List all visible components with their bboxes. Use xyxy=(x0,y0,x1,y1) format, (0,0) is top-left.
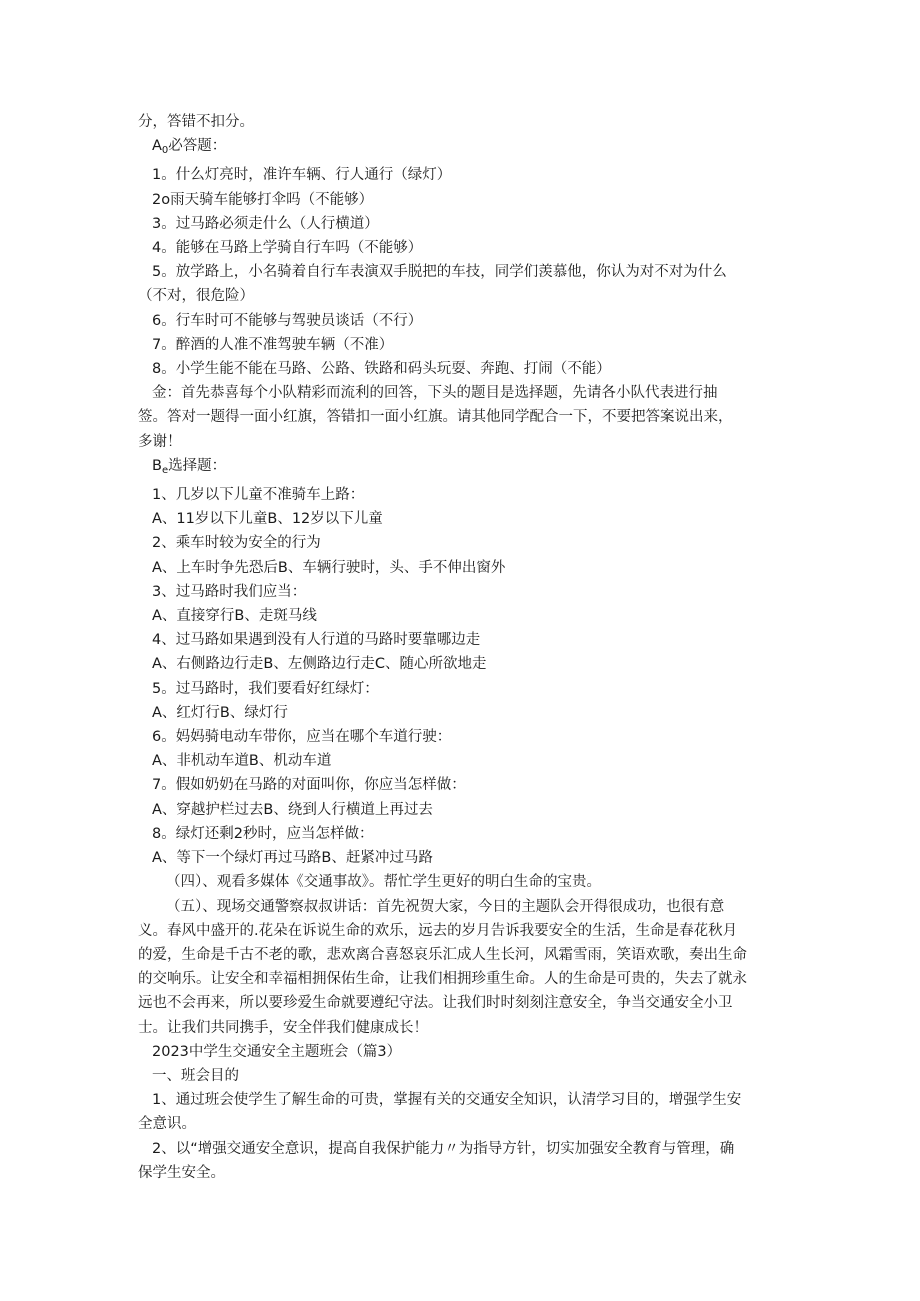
choice-options: A、直接穿行B、走斑马线 xyxy=(152,608,317,625)
choice-options: A、上车时争先恐后B、车辆行驶时，头、手不伸出窗外 xyxy=(152,559,506,576)
section-title: 2023中学生交通安全主题班会（篇3） xyxy=(152,1043,402,1060)
choice-question: 7。假如奶奶在马路的对面叫你，你应当怎样做： xyxy=(152,777,466,794)
paragraph-line: 多谢！ xyxy=(138,433,182,450)
section-four: （四）、观看多媒体《交通事故》。帮忙学生更好的明白生命的宝贵。 xyxy=(166,874,601,891)
question-line-cont: （不对，很危险） xyxy=(138,288,254,305)
paragraph-line: 1、通过班会使学生了解生命的可贵，掌握有关的交通安全知识，认清学习目的，增强学生安 xyxy=(152,1092,742,1109)
question-line: 5。放学路上，小名骑着自行车表演双手脱把的车技，同学们羡慕他，你认为对不对为什么 xyxy=(152,264,727,281)
choice-question: 6。妈妈骑电动车带你，应当在哪个车道行驶： xyxy=(152,729,452,746)
question-line: 7。醉酒的人准不准驾驶车辆（不准） xyxy=(152,336,394,353)
question-line: 1。什么灯亮时，准许车辆、行人通行（绿灯） xyxy=(152,167,452,184)
choice-options: A、非机动车道B、机动车道 xyxy=(152,753,332,770)
paragraph-line: 士。让我们共同携手，安全伴我们健康成长！ xyxy=(138,1019,428,1036)
subsection-title: 一、班会目的 xyxy=(152,1067,239,1084)
paragraph-line: 远也不会再来，所以要珍爱生命就要遵纪守法。让我们时时刻刻注意安全，争当交通安全小卫 xyxy=(138,995,733,1012)
question-line: 2o雨天骑车能够打伞吗（不能够） xyxy=(152,191,374,208)
heading-subscript: e xyxy=(161,464,169,476)
paragraph-line: 金：首先恭喜每个小队精彩而流利的回答，下头的题目是选择题，先请各小队代表进行抽 xyxy=(152,385,718,402)
heading-letter: A xyxy=(152,138,162,155)
question-line: 3。过马路必须走什么（人行横道） xyxy=(152,215,379,232)
paragraph-line: 2、以“增强交通安全意识，提高自我保护能力〃为指导方针，切实加强安全教育与管理，确 xyxy=(152,1140,735,1157)
choice-options: A、红灯行B、绿灯行 xyxy=(152,704,288,721)
choice-question: 4、过马路如果遇到没有人行道的马路时要靠哪边走 xyxy=(152,632,481,649)
heading-letter: B xyxy=(152,457,162,474)
paragraph-line: 保学生安全。 xyxy=(138,1164,225,1181)
choice-options: A、右侧路边行走B、左侧路边行走C、随心所欲地走 xyxy=(152,656,487,673)
question-line: 8。小学生能不能在马路、公路、铁路和码头玩耍、奔跑、打闹（不能） xyxy=(152,361,611,378)
choice-options: A、11岁以下儿童B、12岁以下儿童 xyxy=(152,511,383,528)
text-line: 分，答错不扣分。 xyxy=(138,114,254,130)
choice-options: A、等下一个绿灯再过马路B、赶紧冲过马路 xyxy=(152,850,433,867)
choice-question: 5。过马路时，我们要看好红绿灯： xyxy=(152,680,379,697)
choice-options: A、穿越护栏过去B、绕到人行横道上再过去 xyxy=(152,801,433,818)
section-heading-choice xyxy=(138,454,782,483)
paragraph-line: 的爱，生命是千古不老的歌，悲欢离合喜怒哀乐汇成人生长河，风霜雪雨，笑语欢歌，奏出生命 xyxy=(138,946,747,963)
heading-text: 选择题： xyxy=(168,457,227,474)
heading-text: 必答题： xyxy=(168,138,227,155)
choice-question: 8。绿灯还剩2秒时，应当怎样做： xyxy=(152,825,374,842)
paragraph-line: 全意识。 xyxy=(138,1116,196,1133)
document-page xyxy=(138,110,782,1185)
choice-question: 3、过马路时我们应当： xyxy=(152,583,307,600)
paragraph-line: （五）、现场交通警察叔叔讲话：首先祝贺大家，今日的主题队会开得很成功，也很有意 xyxy=(166,898,725,915)
section-heading-required xyxy=(138,134,782,163)
choice-question: 2、乘车时较为安全的行为 xyxy=(152,535,321,552)
paragraph-line: 签。答对一题得一面小红旗，答错扣一面小红旗。请其他同学配合一下，不要把答案说出来， xyxy=(138,409,733,426)
choice-question: 1、几岁以下儿童不准骑车上路： xyxy=(152,487,365,504)
paragraph-line: 义。春风中盛开的.花朵在诉说生命的欢乐，远去的岁月告诉我要安全的生活，生命是春花秋月 xyxy=(138,922,738,939)
question-line: 6。行车时可不能够与驾驶员谈话（不行） xyxy=(152,312,423,329)
heading-subscript: 0 xyxy=(161,145,169,157)
paragraph-line: 的交响乐。让安全和幸福相拥保佑生命，让我们相拥珍重生命。人的生命是可贵的，失去了就永 xyxy=(138,971,747,988)
question-line: 4。能够在马路上学骑自行车吗（不能够） xyxy=(152,240,423,257)
